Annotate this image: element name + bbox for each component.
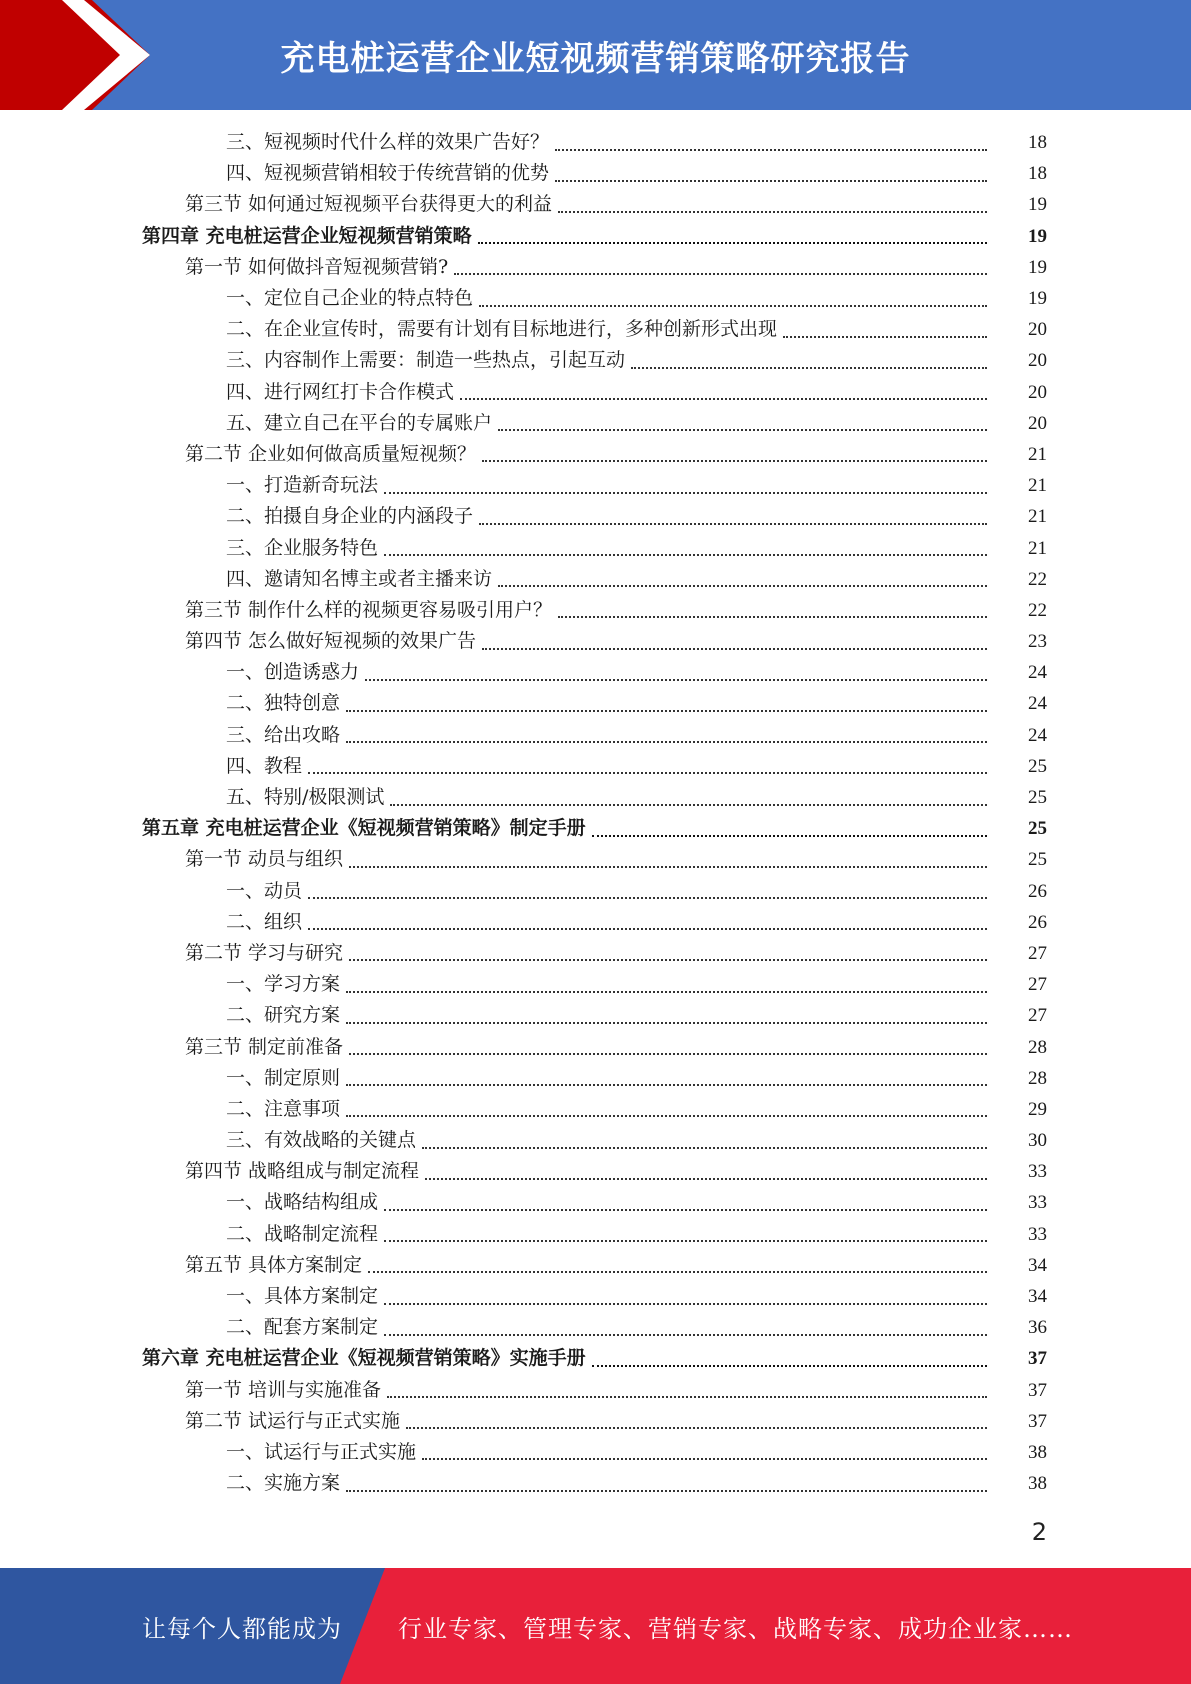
toc-entry-label: 三、企业服务特色 bbox=[226, 536, 379, 559]
toc-dot-leader bbox=[384, 1240, 987, 1242]
toc-entry-page-number: 18 bbox=[1028, 132, 1047, 154]
toc-subsection-entry[interactable] bbox=[0, 720, 1191, 751]
toc-entry-label: 三、给出攻略 bbox=[226, 723, 341, 746]
toc-entry-label: 二、拍摄自身企业的内涵段子 bbox=[226, 505, 474, 528]
toc-dot-leader bbox=[387, 1396, 987, 1398]
page-number: 2 bbox=[1031, 1518, 1047, 1546]
toc-entry-label: 四、短视频营销相较于传统营销的优势 bbox=[226, 162, 550, 185]
toc-entry-page-number: 33 bbox=[1028, 1223, 1047, 1245]
toc-section-entry[interactable] bbox=[0, 844, 1191, 875]
toc-subsection-entry[interactable] bbox=[0, 564, 1191, 595]
toc-entry-label: 一、试运行与正式实施 bbox=[226, 1440, 417, 1463]
toc-entry-page-number: 20 bbox=[1028, 381, 1047, 403]
footer-slogan-left: 让每个人都能成为 bbox=[142, 1614, 342, 1643]
toc-entry-page-number: 19 bbox=[1028, 225, 1047, 247]
toc-dot-leader bbox=[555, 180, 987, 182]
toc-entry-page-number: 37 bbox=[1028, 1379, 1047, 1401]
toc-subsection-entry[interactable] bbox=[0, 1063, 1191, 1094]
toc-entry-label: 二、组织 bbox=[226, 910, 303, 933]
toc-entry-label: 第三节 制定前准备 bbox=[185, 1035, 344, 1058]
toc-subsection-entry[interactable] bbox=[0, 876, 1191, 907]
toc-dot-leader bbox=[349, 1053, 987, 1055]
toc-entry-label: 二、独特创意 bbox=[226, 692, 341, 715]
toc-entry-page-number: 24 bbox=[1028, 724, 1047, 746]
toc-dot-leader bbox=[346, 991, 987, 993]
toc-entry-label: 四、邀请知名博主或者主播来访 bbox=[226, 567, 493, 590]
toc-dot-leader bbox=[384, 492, 987, 494]
toc-section-entry[interactable] bbox=[0, 1375, 1191, 1406]
toc-subsection-entry[interactable] bbox=[0, 1281, 1191, 1312]
toc-entry-label: 二、在企业宣传时，需要有计划有目标地进行，多种创新形式出现 bbox=[226, 318, 778, 341]
toc-entry-page-number: 25 bbox=[1028, 755, 1047, 777]
toc-entry-label: 一、定位自己企业的特点特色 bbox=[226, 287, 474, 310]
toc-dot-leader bbox=[368, 1271, 987, 1273]
toc-subsection-entry[interactable] bbox=[0, 377, 1191, 408]
toc-subsection-entry[interactable] bbox=[0, 1094, 1191, 1125]
toc-subsection-entry[interactable] bbox=[0, 1312, 1191, 1343]
toc-dot-leader bbox=[478, 242, 987, 244]
toc-dot-leader bbox=[460, 398, 987, 400]
toc-dot-leader bbox=[422, 1458, 987, 1460]
toc-dot-leader bbox=[454, 273, 987, 275]
toc-dot-leader bbox=[346, 1490, 987, 1492]
toc-entry-page-number: 24 bbox=[1028, 662, 1047, 684]
toc-chapter-entry[interactable] bbox=[0, 1343, 1191, 1374]
toc-subsection-entry[interactable] bbox=[0, 501, 1191, 532]
toc-subsection-entry[interactable] bbox=[0, 907, 1191, 938]
toc-entry-page-number: 22 bbox=[1028, 599, 1047, 621]
toc-dot-leader bbox=[479, 305, 987, 307]
toc-entry-page-number: 34 bbox=[1028, 1286, 1047, 1308]
toc-entry-label: 二、研究方案 bbox=[226, 1004, 341, 1027]
toc-entry-page-number: 19 bbox=[1028, 256, 1047, 278]
toc-dot-leader bbox=[346, 1022, 987, 1024]
toc-entry-label: 五、特别/极限测试 bbox=[226, 786, 385, 809]
toc-entry-page-number: 28 bbox=[1028, 1036, 1047, 1058]
toc-entry-page-number: 20 bbox=[1028, 319, 1047, 341]
toc-entry-page-number: 20 bbox=[1028, 350, 1047, 372]
toc-section-entry[interactable] bbox=[0, 1156, 1191, 1187]
toc-section-entry[interactable] bbox=[0, 938, 1191, 969]
toc-entry-page-number: 27 bbox=[1028, 1005, 1047, 1027]
toc-entry-label: 第三节 制作什么样的视频更容易吸引用户？ bbox=[185, 598, 553, 621]
toc-dot-leader bbox=[349, 866, 987, 868]
toc-subsection-entry[interactable] bbox=[0, 314, 1191, 345]
toc-dot-leader bbox=[422, 1147, 987, 1149]
toc-section-entry[interactable] bbox=[0, 189, 1191, 220]
toc-chapter-entry[interactable] bbox=[0, 813, 1191, 844]
toc-entry-page-number: 18 bbox=[1028, 163, 1047, 185]
footer-slogan-right: 行业专家、管理专家、营销专家、战略专家、成功企业家…… bbox=[398, 1614, 1073, 1643]
toc-subsection-entry[interactable] bbox=[0, 1125, 1191, 1156]
toc-entry-page-number: 33 bbox=[1028, 1161, 1047, 1183]
toc-entry-label: 一、制定原则 bbox=[226, 1066, 341, 1089]
toc-subsection-entry[interactable] bbox=[0, 969, 1191, 1000]
toc-entry-label: 四、教程 bbox=[226, 754, 303, 777]
toc-dot-leader bbox=[308, 897, 987, 899]
toc-dot-leader bbox=[349, 959, 987, 961]
toc-entry-label: 第一节 如何做抖音短视频营销? bbox=[185, 255, 449, 278]
toc-dot-leader bbox=[308, 928, 987, 930]
toc-entry-page-number: 34 bbox=[1028, 1254, 1047, 1276]
toc-entry-label: 第一节 动员与组织 bbox=[185, 848, 344, 871]
toc-subsection-entry[interactable] bbox=[0, 408, 1191, 439]
toc-entry-label: 第四节 战略组成与制定流程 bbox=[185, 1160, 420, 1183]
toc-entry-page-number: 33 bbox=[1028, 1192, 1047, 1214]
toc-dot-leader bbox=[558, 211, 987, 213]
toc-entry-label: 第二节 试运行与正式实施 bbox=[185, 1409, 401, 1432]
toc-dot-leader bbox=[498, 429, 987, 431]
toc-entry-page-number: 38 bbox=[1028, 1441, 1047, 1463]
toc-subsection-entry[interactable] bbox=[0, 688, 1191, 719]
toc-entry-label: 二、实施方案 bbox=[226, 1472, 341, 1495]
toc-entry-label: 一、具体方案制定 bbox=[226, 1285, 379, 1308]
toc-entry-page-number: 25 bbox=[1028, 787, 1047, 809]
toc-entry-page-number: 25 bbox=[1028, 818, 1047, 840]
report-title: 充电桩运营企业短视频营销策略研究报告 bbox=[280, 38, 911, 79]
toc-entry-label: 第一节 培训与实施准备 bbox=[185, 1378, 382, 1401]
toc-entry-page-number: 25 bbox=[1028, 849, 1047, 871]
toc-entry-label: 第六章 充电桩运营企业《短视频营销策略》实施手册 bbox=[142, 1347, 586, 1370]
toc-dot-leader bbox=[558, 616, 987, 618]
toc-entry-label: 第五节 具体方案制定 bbox=[185, 1253, 363, 1276]
toc-subsection-entry[interactable] bbox=[0, 1000, 1191, 1031]
toc-subsection-entry[interactable] bbox=[0, 1187, 1191, 1218]
toc-entry-label: 第三节 如何通过短视频平台获得更大的利益 bbox=[185, 193, 553, 216]
toc-entry-label: 一、战略结构组成 bbox=[226, 1191, 379, 1214]
toc-entry-page-number: 37 bbox=[1028, 1410, 1047, 1432]
toc-section-entry[interactable] bbox=[0, 1250, 1191, 1281]
toc-entry-page-number: 22 bbox=[1028, 568, 1047, 590]
toc-entry-label: 第五章 充电桩运营企业《短视频营销策略》制定手册 bbox=[142, 817, 586, 840]
toc-entry-label: 一、创造诱惑力 bbox=[226, 661, 360, 684]
toc-section-entry[interactable] bbox=[0, 595, 1191, 626]
toc-subsection-entry[interactable] bbox=[0, 470, 1191, 501]
toc-subsection-entry[interactable] bbox=[0, 657, 1191, 688]
toc-dot-leader bbox=[384, 1303, 987, 1305]
page-header bbox=[0, 0, 1191, 110]
toc-entry-page-number: 23 bbox=[1028, 631, 1047, 653]
toc-entry-label: 四、进行网红打卡合作模式 bbox=[226, 380, 455, 403]
toc-dot-leader bbox=[631, 367, 987, 369]
toc-entry-label: 二、配套方案制定 bbox=[226, 1316, 379, 1339]
toc-entry-page-number: 29 bbox=[1028, 1098, 1047, 1120]
toc-subsection-entry[interactable] bbox=[0, 127, 1191, 158]
toc-entry-page-number: 28 bbox=[1028, 1067, 1047, 1089]
toc-subsection-entry[interactable] bbox=[0, 751, 1191, 782]
toc-dot-leader bbox=[346, 741, 987, 743]
toc-entry-label: 第二节 企业如何做高质量短视频？ bbox=[185, 442, 477, 465]
toc-entry-label: 二、战略制定流程 bbox=[226, 1222, 379, 1245]
toc-entry-page-number: 21 bbox=[1028, 443, 1047, 465]
toc-entry-page-number: 36 bbox=[1028, 1317, 1047, 1339]
toc-entry-page-number: 20 bbox=[1028, 412, 1047, 434]
toc-entry-label: 三、内容制作上需要：制造一些热点，引起互动 bbox=[226, 349, 626, 372]
toc-dot-leader bbox=[346, 1115, 987, 1117]
toc-entry-label: 五、建立自己在平台的专属账户 bbox=[226, 411, 493, 434]
toc-dot-leader bbox=[308, 772, 987, 774]
toc-subsection-entry[interactable] bbox=[0, 158, 1191, 189]
toc-entry-page-number: 19 bbox=[1028, 288, 1047, 310]
toc-dot-leader bbox=[384, 1334, 987, 1336]
toc-dot-leader bbox=[406, 1427, 987, 1429]
toc-entry-page-number: 37 bbox=[1028, 1348, 1047, 1370]
toc-section-entry[interactable] bbox=[0, 626, 1191, 657]
toc-subsection-entry[interactable] bbox=[0, 1437, 1191, 1468]
toc-dot-leader bbox=[783, 336, 987, 338]
toc-entry-page-number: 19 bbox=[1028, 194, 1047, 216]
toc-entry-page-number: 30 bbox=[1028, 1130, 1047, 1152]
toc-dot-leader bbox=[346, 710, 987, 712]
toc-section-entry[interactable] bbox=[0, 252, 1191, 283]
toc-dot-leader bbox=[592, 835, 987, 837]
toc-entry-label: 一、动员 bbox=[226, 879, 303, 902]
toc-entry-label: 第四节 怎么做好短视频的效果广告 bbox=[185, 630, 477, 653]
toc-dot-leader bbox=[390, 804, 987, 806]
toc-dot-leader bbox=[384, 1209, 987, 1211]
toc-subsection-entry[interactable] bbox=[0, 345, 1191, 376]
page-footer bbox=[0, 1568, 1191, 1684]
table-of-contents bbox=[0, 127, 1191, 1499]
toc-entry-label: 第二节 学习与研究 bbox=[185, 941, 344, 964]
toc-entry-page-number: 24 bbox=[1028, 693, 1047, 715]
toc-entry-label: 一、打造新奇玩法 bbox=[226, 474, 379, 497]
toc-section-entry[interactable] bbox=[0, 1406, 1191, 1437]
toc-subsection-entry[interactable] bbox=[0, 1219, 1191, 1250]
toc-entry-label: 一、学习方案 bbox=[226, 973, 341, 996]
toc-subsection-entry[interactable] bbox=[0, 782, 1191, 813]
toc-entry-page-number: 26 bbox=[1028, 880, 1047, 902]
toc-dot-leader bbox=[479, 523, 987, 525]
toc-entry-page-number: 21 bbox=[1028, 475, 1047, 497]
toc-dot-leader bbox=[592, 1365, 987, 1367]
toc-entry-label: 第四章 充电桩运营企业短视频营销策略 bbox=[142, 224, 472, 247]
toc-entry-label: 三、有效战略的关键点 bbox=[226, 1129, 417, 1152]
toc-section-entry[interactable] bbox=[0, 439, 1191, 470]
toc-entry-page-number: 27 bbox=[1028, 974, 1047, 996]
toc-section-entry[interactable] bbox=[0, 1031, 1191, 1062]
toc-subsection-entry[interactable] bbox=[0, 283, 1191, 314]
toc-dot-leader bbox=[482, 460, 987, 462]
toc-dot-leader bbox=[346, 1084, 987, 1086]
toc-subsection-entry[interactable] bbox=[0, 532, 1191, 563]
toc-dot-leader bbox=[555, 149, 987, 151]
toc-entry-label: 二、注意事项 bbox=[226, 1097, 341, 1120]
toc-chapter-entry[interactable] bbox=[0, 221, 1191, 252]
toc-subsection-entry[interactable] bbox=[0, 1468, 1191, 1499]
toc-entry-label: 三、短视频时代什么样的效果广告好？ bbox=[226, 131, 550, 154]
toc-entry-page-number: 21 bbox=[1028, 506, 1047, 528]
toc-entry-page-number: 26 bbox=[1028, 911, 1047, 933]
toc-dot-leader bbox=[425, 1178, 987, 1180]
toc-dot-leader bbox=[482, 648, 987, 650]
toc-dot-leader bbox=[498, 585, 987, 587]
toc-entry-page-number: 38 bbox=[1028, 1473, 1047, 1495]
toc-entry-page-number: 27 bbox=[1028, 942, 1047, 964]
toc-dot-leader bbox=[365, 679, 987, 681]
toc-entry-page-number: 21 bbox=[1028, 537, 1047, 559]
toc-dot-leader bbox=[384, 554, 987, 556]
